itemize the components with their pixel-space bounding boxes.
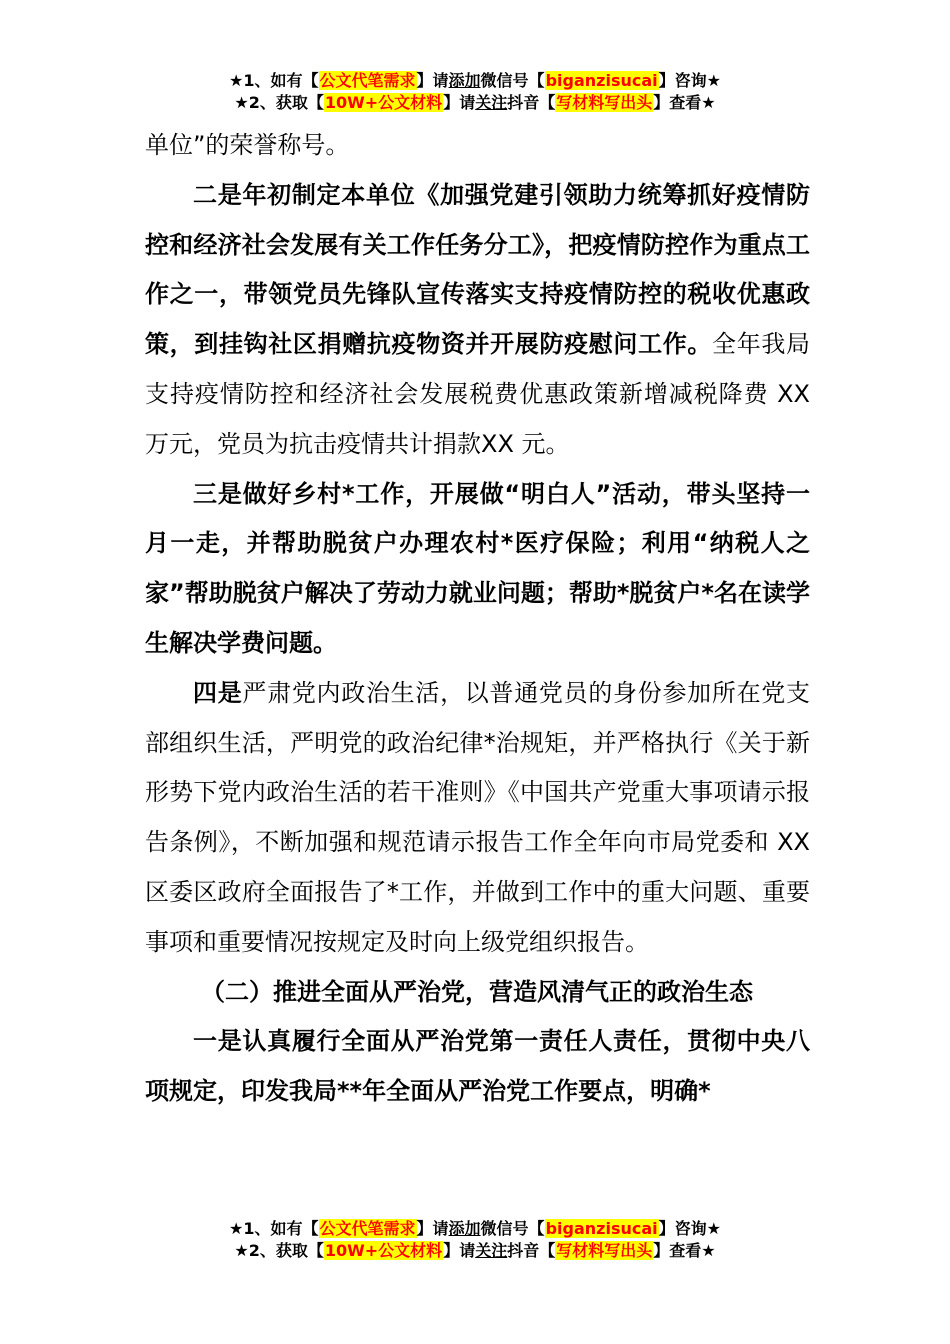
banner-highlight: 10W+公文材料 bbox=[324, 93, 443, 112]
banner-text: ★1、如有【 bbox=[229, 1219, 319, 1238]
banner-line-2 bbox=[0, 1240, 950, 1262]
paragraph-second bbox=[145, 171, 810, 470]
banner-line-2 bbox=[0, 92, 950, 114]
banner-text: 】咨询★ bbox=[658, 71, 721, 90]
banner-wechat-id: biganzisucai bbox=[545, 1219, 658, 1238]
banner-highlight: 公文代笔需求 bbox=[319, 1219, 416, 1238]
paragraph-third: 三是做好乡村*工作，开展做“明白人”活动，带头坚持一月一走，并帮助脱贫户办理农村*医疗保险；利用“纳税人之家”帮助脱贫户解决了劳动力就业问题；帮助*脱贫户*名在读学生解决学费问题。 bbox=[145, 479, 810, 657]
paragraph-text: 全年我局支持疫情防控和经济社会发展税费优惠政策新增减税降费 XX 万元，党员为抗击疫情共计捐款XX 元。 bbox=[145, 330, 811, 458]
paragraph-lead-bold: 二是年初制定本单位《加强党建引领助力统筹抓好疫情防控和经济社会发展有关工作任务分工》，把疫情防控作为重点工作之一，带领党员先锋队宣传落实支持疫情防控的税收优惠政策，到挂钩社区捐赠抗疫物资并开展防疫慰问工作。 bbox=[145, 180, 810, 359]
banner-text: 抖音【 bbox=[507, 1241, 556, 1260]
banner-underline: 关注 bbox=[475, 93, 508, 112]
banner-douyin-id: 写材料写出头 bbox=[556, 93, 653, 112]
banner-underline: 添加 bbox=[448, 71, 481, 90]
banner-text: 】请 bbox=[443, 1241, 476, 1260]
banner-text: 】请 bbox=[416, 71, 449, 90]
banner-text: 】查看★ bbox=[653, 93, 716, 112]
banner-text: ★2、获取【 bbox=[234, 93, 324, 112]
banner-text: 抖音【 bbox=[507, 93, 556, 112]
document-body bbox=[145, 121, 810, 1117]
banner-underline: 添加 bbox=[448, 1219, 481, 1238]
banner-text: 】咨询★ bbox=[658, 1219, 721, 1238]
paragraph-text: 严肃党内政治生活，以普通党员的身份参加所在党支部组织生活，严明党的政治纪律*治规矩，并严格执行《关于新形势下党内政治生活的若干准则》《中国共产党重大事项请示报告条例》，不断加强和规范请示报告工作全年向市局党委和 XX 区委区政府全面报告了*工作，并做到工作中的重大问题、重要事项和重要情况按规定及时向上级党组织报告。 bbox=[145, 678, 811, 956]
top-ad-banner bbox=[0, 70, 950, 114]
banner-text: 微信号【 bbox=[480, 1219, 545, 1238]
banner-text: 微信号【 bbox=[480, 71, 545, 90]
bottom-ad-banner bbox=[0, 1218, 950, 1262]
paragraph-first-item: 一是认真履行全面从严治党第一责任人责任，贯彻中央八项规定，印发我局**年全面从严治党工作要点，明确* bbox=[145, 1027, 810, 1106]
banner-wechat-id: biganzisucai bbox=[545, 71, 658, 90]
banner-text: ★1、如有【 bbox=[229, 71, 319, 90]
banner-underline: 关注 bbox=[475, 1241, 508, 1260]
banner-text: 】查看★ bbox=[653, 1241, 716, 1260]
banner-highlight: 公文代笔需求 bbox=[319, 71, 416, 90]
section-heading: （二）推进全面从严治党，营造风清气正的政治生态 bbox=[201, 977, 753, 1006]
paragraph-continuation: 单位”的荣誉称号。 bbox=[145, 131, 350, 159]
banner-text: 】请 bbox=[443, 93, 476, 112]
banner-douyin-id: 写材料写出头 bbox=[556, 1241, 653, 1260]
banner-line-1 bbox=[0, 70, 950, 92]
banner-text: ★2、获取【 bbox=[234, 1241, 324, 1260]
banner-highlight: 10W+公文材料 bbox=[324, 1241, 443, 1260]
banner-text: 】请 bbox=[416, 1219, 449, 1238]
banner-line-1 bbox=[0, 1218, 950, 1240]
paragraph-lead-bold: 四是 bbox=[193, 678, 243, 707]
paragraph-fourth bbox=[145, 669, 810, 968]
